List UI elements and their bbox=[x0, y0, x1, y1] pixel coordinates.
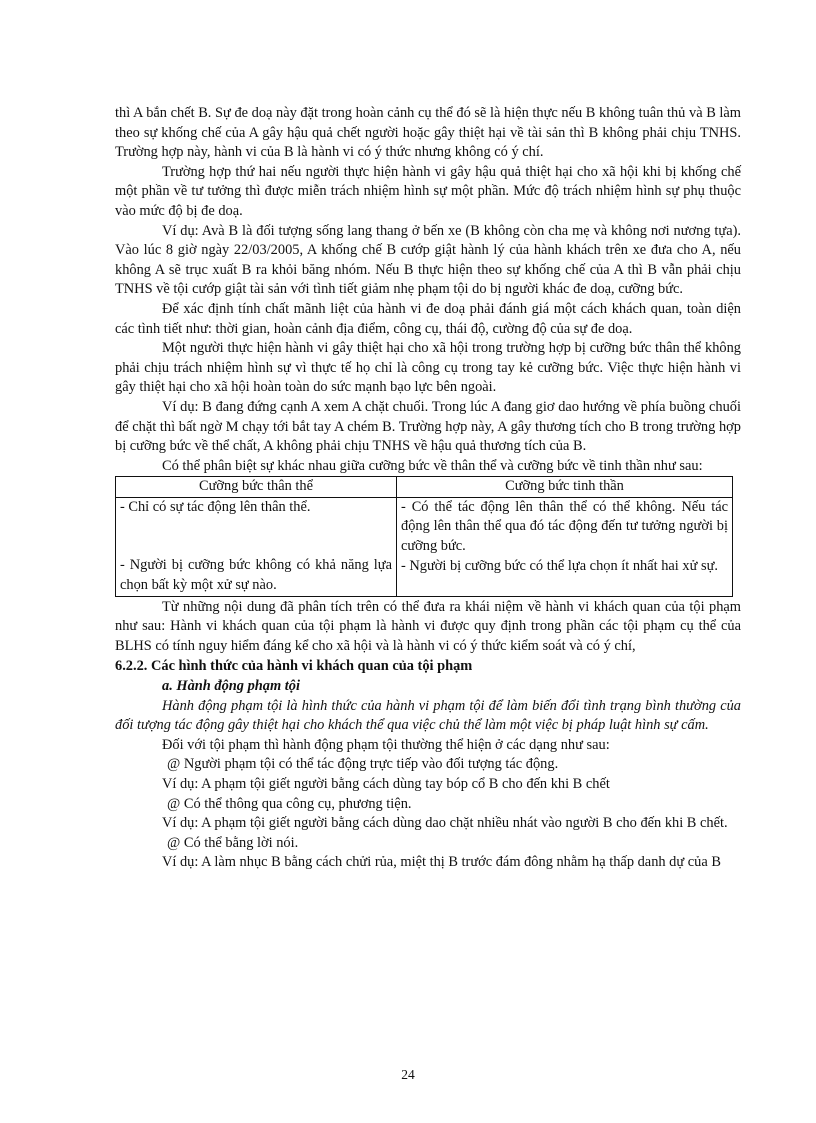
list-item: @ Có thể thông qua công cụ, phương tiện. bbox=[167, 795, 412, 812]
cell-spacer bbox=[120, 517, 392, 556]
example-paragraph: Ví dụ: A làm nhục B bằng cách chửi rủa, miệt thị B trước đám đông nhằm hạ thấp danh dự của B bbox=[162, 854, 721, 871]
table-cell-text: - Người bị cưỡng bức có thể lựa chọn ít nhất hai xử sự. bbox=[401, 557, 718, 574]
table-cell-text: - Chỉ có sự tác động lên thân thể. bbox=[120, 498, 311, 515]
paragraph: thì A bắn chết B. Sự đe doạ này đặt trong hoàn cảnh cụ thể đó sẽ là hiện thực nếu B không tuân thủ và B làm theo sự khống chế của A gây hậu quả chết người hoặc gây thiệt hại về tài sản thì B không phải chịu TNHS. Trường hợp này, hành vi của B là hành vi có ý thức nhưng không có ý chí. bbox=[115, 105, 741, 161]
list-item: @ Có thể bằng lời nói. bbox=[167, 834, 299, 851]
section-heading: 6.2.2. Các hình thức của hành vi khách quan của tội phạm bbox=[115, 658, 473, 675]
paragraph: Trường hợp thứ hai nếu người thực hiện hành vi gây hậu quả thiệt hại cho xã hội khi bị khống chế một phần về tư tưởng thì được miễn trách nhiệm hình sự một phần. Mức độ trách nhiệm hình sự phụ thuộc vào mức độ bị đe doạ. bbox=[115, 163, 741, 219]
paragraph: Một người thực hiện hành vi gây thiệt hại cho xã hội trong trường hợp bị cưỡng bức thân thể không phải chịu trách nhiệm hình sự vì thực tế họ chỉ là công cụ trong tay kẻ cưỡng bức. Việc thực hiện hành vi gây thiệt hại cho xã hội hoàn toàn do sức mạnh bạo lực bên ngoài. bbox=[115, 340, 741, 396]
table-row bbox=[116, 497, 733, 596]
page-number: 24 bbox=[401, 1067, 415, 1082]
paragraph: Từ những nội dung đã phân tích trên có thể đưa ra khái niệm về hành vi khách quan của tội phạm như sau: Hành vi khách quan của tội phạm là hành vi được quy định trong phần các tội phạm cụ thể của BLHS có tính nguy hiểm đáng kể cho xã hội và là hành vi có ý thức kiểm soát và có ý chí, bbox=[115, 598, 741, 654]
document-page bbox=[115, 104, 741, 873]
table-header-row bbox=[116, 477, 733, 498]
subsection-heading: a. Hành động phạm tội bbox=[162, 678, 300, 695]
list-item: @ Người phạm tội có thể tác động trực tiếp vào đối tượng tác động. bbox=[167, 756, 559, 773]
paragraph: Đối với tội phạm thì hành động phạm tội thường thể hiện ở các dạng như sau: bbox=[162, 736, 610, 753]
example-paragraph: Ví dụ: A phạm tội giết người bằng cách dùng tay bóp cổ B cho đến khi B chết bbox=[162, 776, 610, 792]
table-cell bbox=[116, 497, 397, 596]
comparison-table bbox=[115, 476, 733, 596]
paragraph: Ví dụ: B đang đứng cạnh A xem A chặt chuối. Trong lúc A đang giơ dao hướng về phía buồng chuối để chặt thì bất ngờ M chạy tới bắt tay A chém B. Trường hợp này, A gây thương tích cho B trong trường hợp bị cưỡng bức về thể chất, A không phải chịu TNHS về hậu quả thương tích của B. bbox=[115, 398, 741, 455]
table-cell-text: - Người bị cưỡng bức không có khả năng lựa chọn bất kỳ một xử sự nào. bbox=[120, 557, 392, 594]
table-cell-text: - Có thể tác động lên thân thể có thể không. Nếu tác động lên thân thể qua đó tác động đến tư tưởng người bị cưỡng bức. bbox=[401, 498, 728, 555]
paragraph: Ví dụ: Avà B là đối tượng sống lang thang ở bến xe (B không còn cha mẹ và không nơi nương tựa). Vào lúc 8 giờ ngày 22/03/2005, A khống chế B cướp giật hành lý của hành khách trên xe đưa cho A, nếu không A sẽ trục xuất B ra khỏi băng nhóm. Nếu B thực hiện theo sự khống chế của A thì B vẫn phải chịu TNHS về tội cướp giật tài sản với tình tiết giảm nhẹ phạm tội do bị người khác đe doạ, cưỡng bức. bbox=[115, 222, 741, 298]
example-paragraph: Ví dụ: A phạm tội giết người bằng cách dùng dao chặt nhiều nhát vào người B cho đến khi B chết. bbox=[162, 815, 728, 832]
paragraph: Để xác định tính chất mãnh liệt của hành vi đe doạ phải đánh giá một cách khách quan, toàn diện các tình tiết như: thời gian, hoàn cảnh địa điểm, công cụ, thái độ, cường độ của sự đe doạ. bbox=[115, 300, 741, 337]
definition-paragraph: Hành động phạm tội là hình thức của hành vi phạm tội để làm biến đổi tình trạng bình thường của đối tượng tác động gây thiệt hại cho khách thể qua việc chủ thể làm một việc bị pháp luật hình sự cấm. bbox=[115, 697, 741, 734]
table-header-cell: Cưỡng bức tinh thần bbox=[397, 477, 733, 498]
table-cell bbox=[397, 497, 733, 596]
table-header-cell: Cưỡng bức thân thể bbox=[116, 477, 397, 498]
paragraph: Có thể phân biệt sự khác nhau giữa cưỡng bức về thân thể và cưỡng bức về tinh thần như sau: bbox=[162, 457, 703, 474]
